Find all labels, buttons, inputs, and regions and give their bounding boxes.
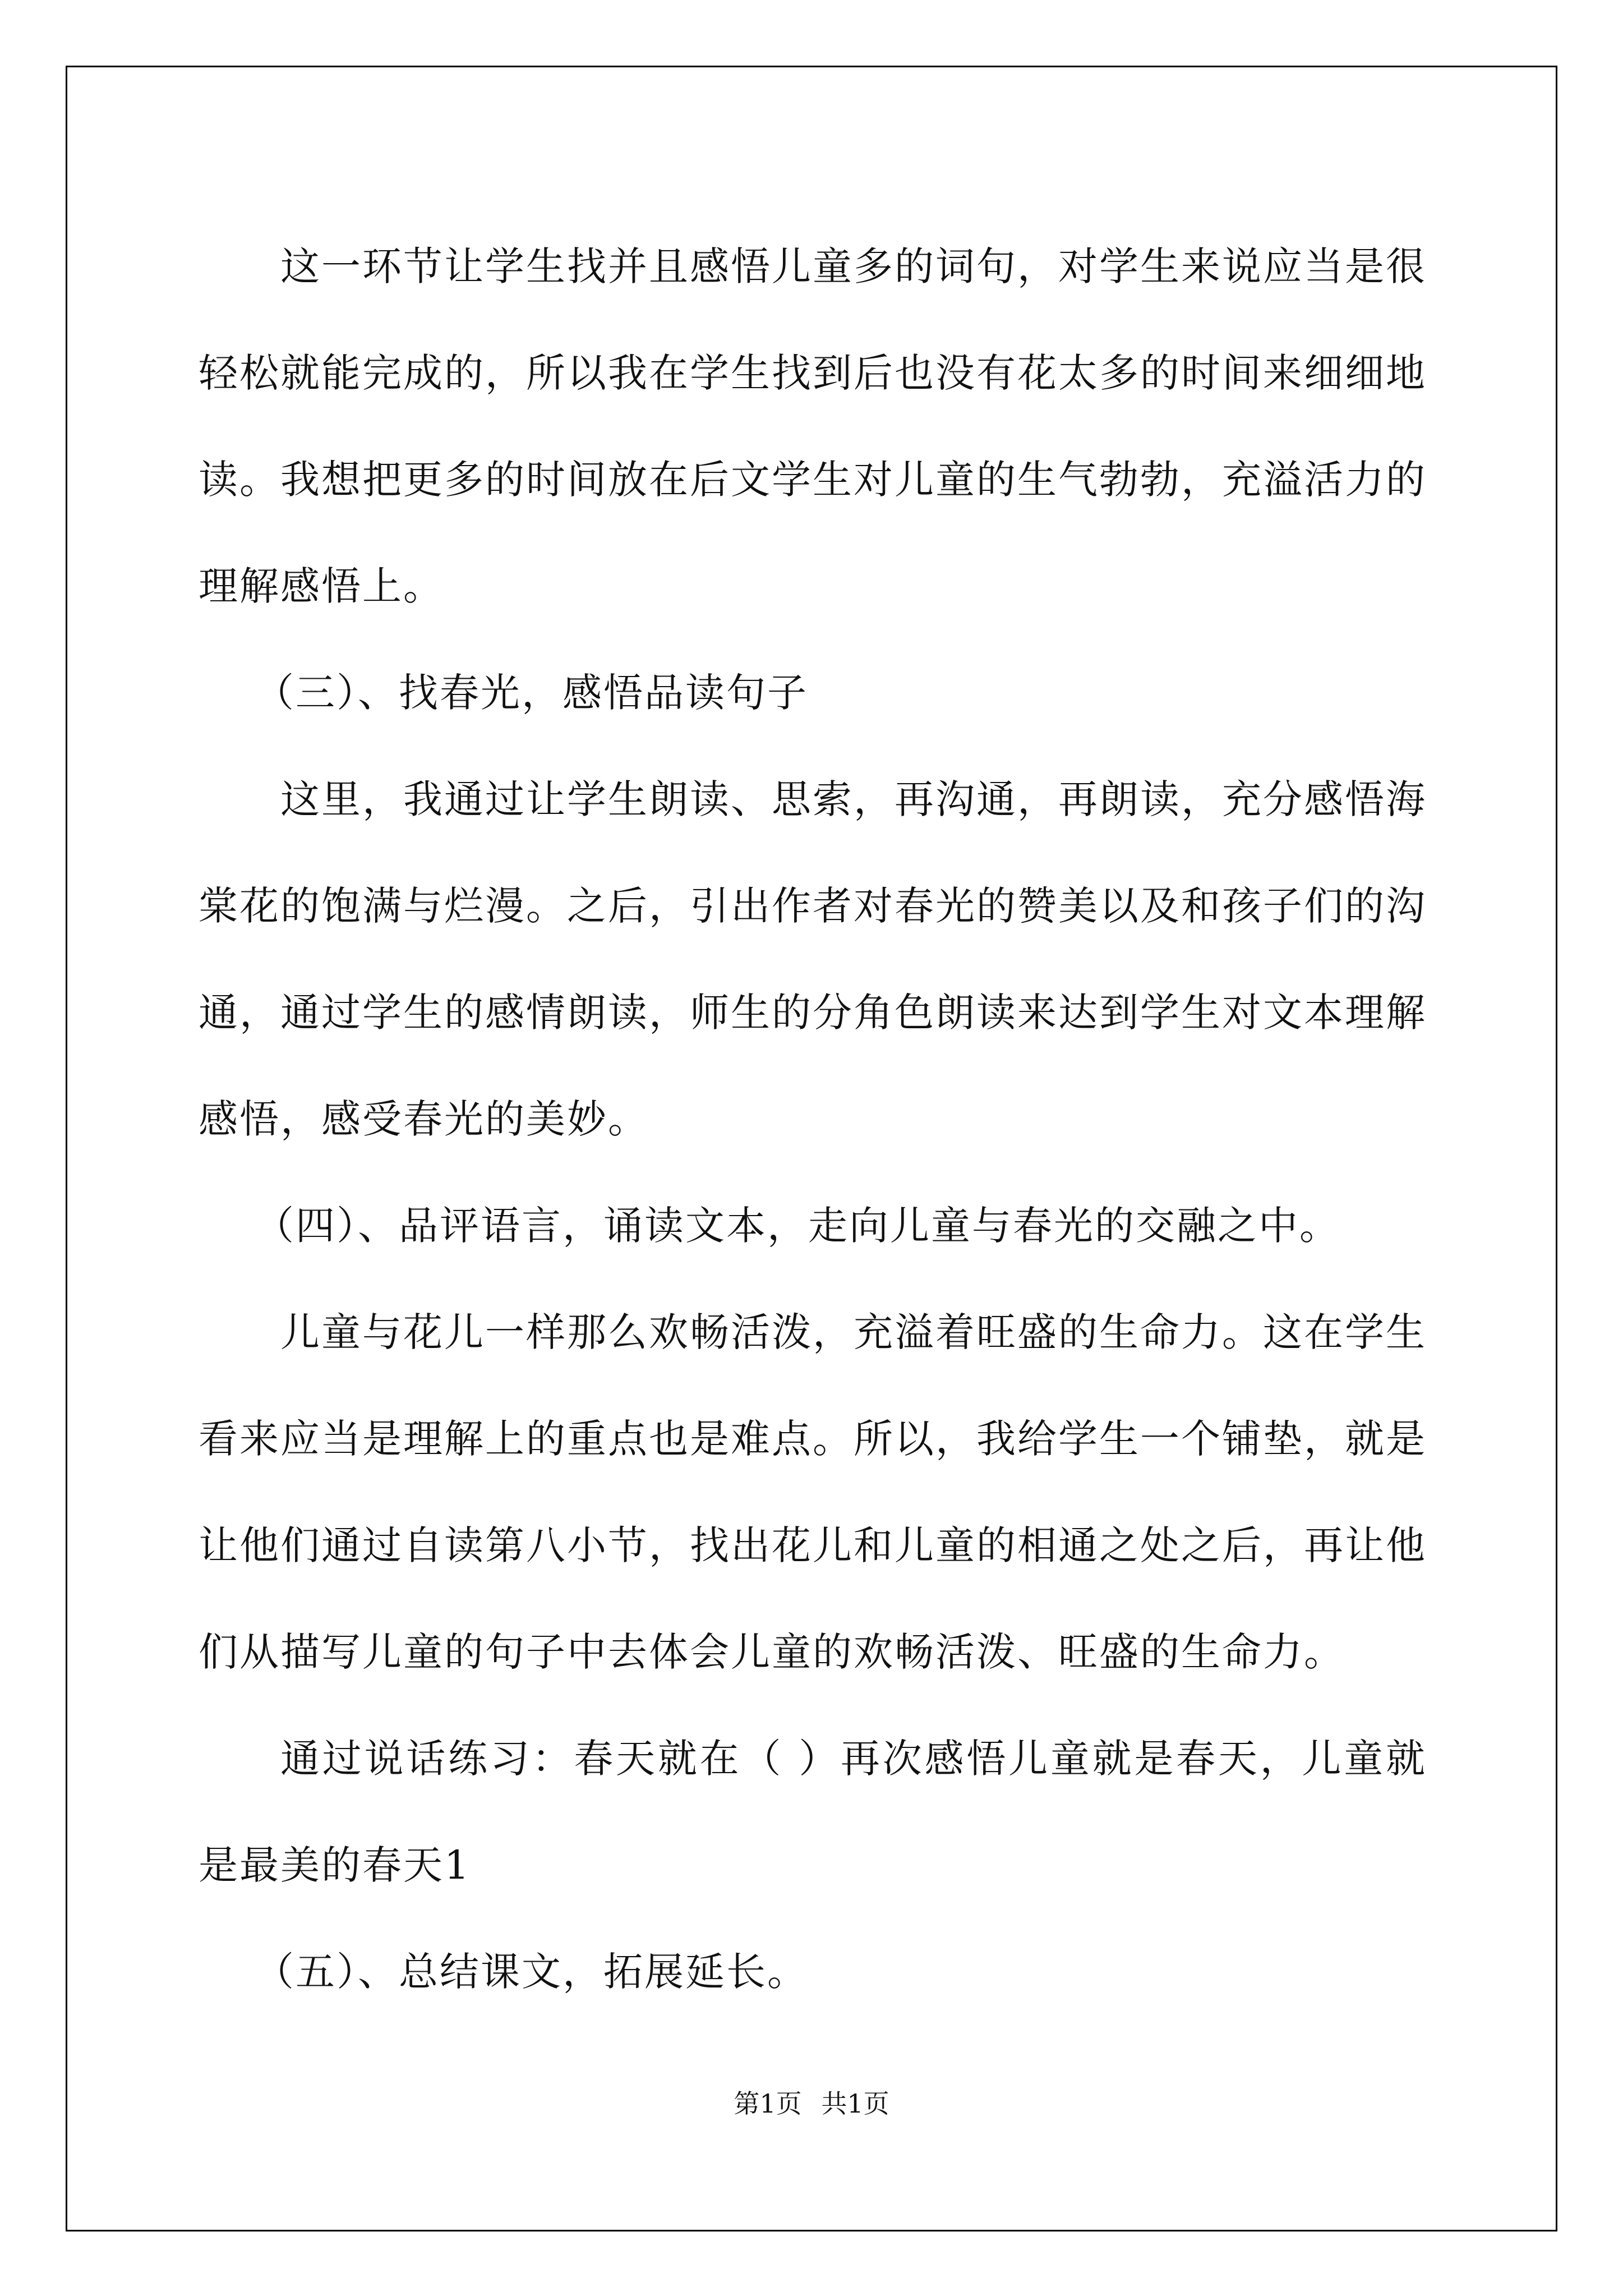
page-number-total: 共1页 [821,2088,889,2119]
page-footer [0,2087,1623,2120]
paragraph-1: 这一环节让学生找并且感悟儿童多的词句，对学生来说应当是很轻松就能完成的，所以我在学生找到后也没有花太多的时间来细细地读。我想把更多的时间放在后文学生对儿童的生气勃勃，充溢活力的理解感悟上。 [199,243,1427,609]
section-heading-3: （三）、找春光，感悟品读句子 [255,670,808,716]
section-heading-4: （四）、品评语言，诵读文本，走向儿童与春光的交融之中。 [255,1203,1340,1249]
section-heading-5: （五）、总结课文，拓展延长。 [255,1949,808,1995]
paragraph-3: 儿童与花儿一样那么欢畅活泼，充溢着旺盛的生命力。这在学生看来应当是理解上的重点也是难点。所以，我给学生一个铺垫，就是让他们通过自读第八小节，找出花儿和儿童的相通之处之后，再让他们从描写儿童的句子中去体会儿童的欢畅活泼、旺盛的生命力。 [199,1309,1427,1675]
page-number-current: 第1页 [734,2088,802,2119]
document-body [199,213,1427,2025]
paragraph-4: 通过说话练习：春天就在（ ）再次感悟儿童就是春天，儿童就是最美的春天1 [199,1736,1427,1888]
paragraph-2: 这里，我通过让学生朗读、思索，再沟通，再朗读，充分感悟海棠花的饱满与烂漫。之后，引出作者对春光的赞美以及和孩子们的沟通，通过学生的感情朗读，师生的分角色朗读来达到学生对文本理解感悟，感受春光的美妙。 [199,776,1427,1142]
